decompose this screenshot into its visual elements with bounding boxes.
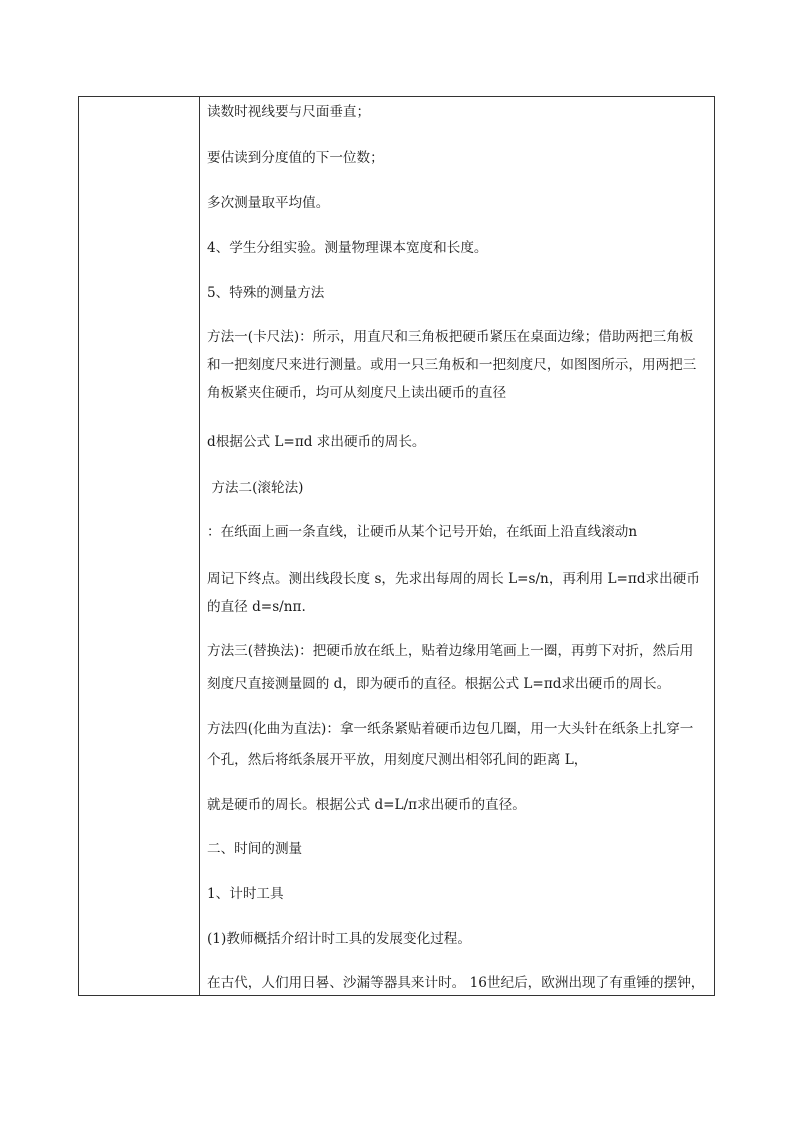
- text-line-12: 周记下终点。测出线段长度 s，先求出每周的周长 L=s/n，再利用 L=πd求出硬币: [207, 571, 700, 587]
- text-line-8: 角板紧夹住硬币，均可从刻度尺上读出硬币的直径: [207, 385, 507, 401]
- text-line-22: 在古代，人们用日晷、沙漏等器具来计时。 16世纪后，欧洲出现了有重锤的摆钟，: [207, 975, 705, 991]
- text-line-6: 方法一(卡尺法)：所示，用直尺和三角板把硬币紧压在桌面边缘；借助两把三角板: [207, 329, 694, 345]
- text-line-17: 个孔，然后将纸条展开平放，用刻度尺测出相邻孔间的距离 L，: [207, 752, 588, 768]
- text-line-15: 刻度尺直接测量圆的 d，即为硬币的直径。根据公式 L=πd求出硬币的周长。: [207, 676, 671, 692]
- text-line-11: ：在纸面上画一条直线，让硬币从某个记号开始，在纸面上沿直线滚动n: [207, 524, 638, 540]
- text-line-19: 二、时间的测量: [207, 841, 303, 857]
- text-line-5: 5、特殊的测量方法: [207, 285, 325, 301]
- text-line-16: 方法四(化曲为直法)：拿一纸条紧贴着硬币边包几圈，用一大头针在纸条上扎穿一: [207, 721, 694, 737]
- text-line-9: d根据公式 L=πd 求出硬币的周长。: [207, 434, 426, 450]
- text-line-13: 的直径 d=s/nπ.: [207, 599, 306, 615]
- text-line-10: 方法二(滚轮法): [207, 480, 304, 496]
- table-left-column: [79, 97, 200, 995]
- text-line-2: 要估读到分度值的下一位数；: [207, 150, 384, 166]
- text-line-18: 就是硬币的周长。根据公式 d=L/π求出硬币的直径。: [207, 797, 526, 813]
- table-right-column: [200, 97, 714, 995]
- text-line-21: (1)教师概括介绍计时工具的发展变化过程。: [207, 931, 471, 947]
- text-line-14: 方法三(替换法)：把硬币放在纸上，贴着边缘用笔画上一圈，再剪下对折，然后用: [207, 643, 694, 659]
- text-line-1: 读数时视线要与尺面垂直；: [207, 104, 371, 120]
- text-line-7: 和一把刻度尺来进行测量。或用一只三角板和一把刻度尺，如图图所示，用两把三: [207, 357, 697, 373]
- text-line-4: 4、学生分组实验。测量物理课本宽度和长度。: [207, 240, 488, 256]
- content-table: [78, 96, 715, 996]
- text-line-20: 1、计时工具: [207, 886, 284, 902]
- text-line-3: 多次测量取平均值。: [207, 195, 330, 211]
